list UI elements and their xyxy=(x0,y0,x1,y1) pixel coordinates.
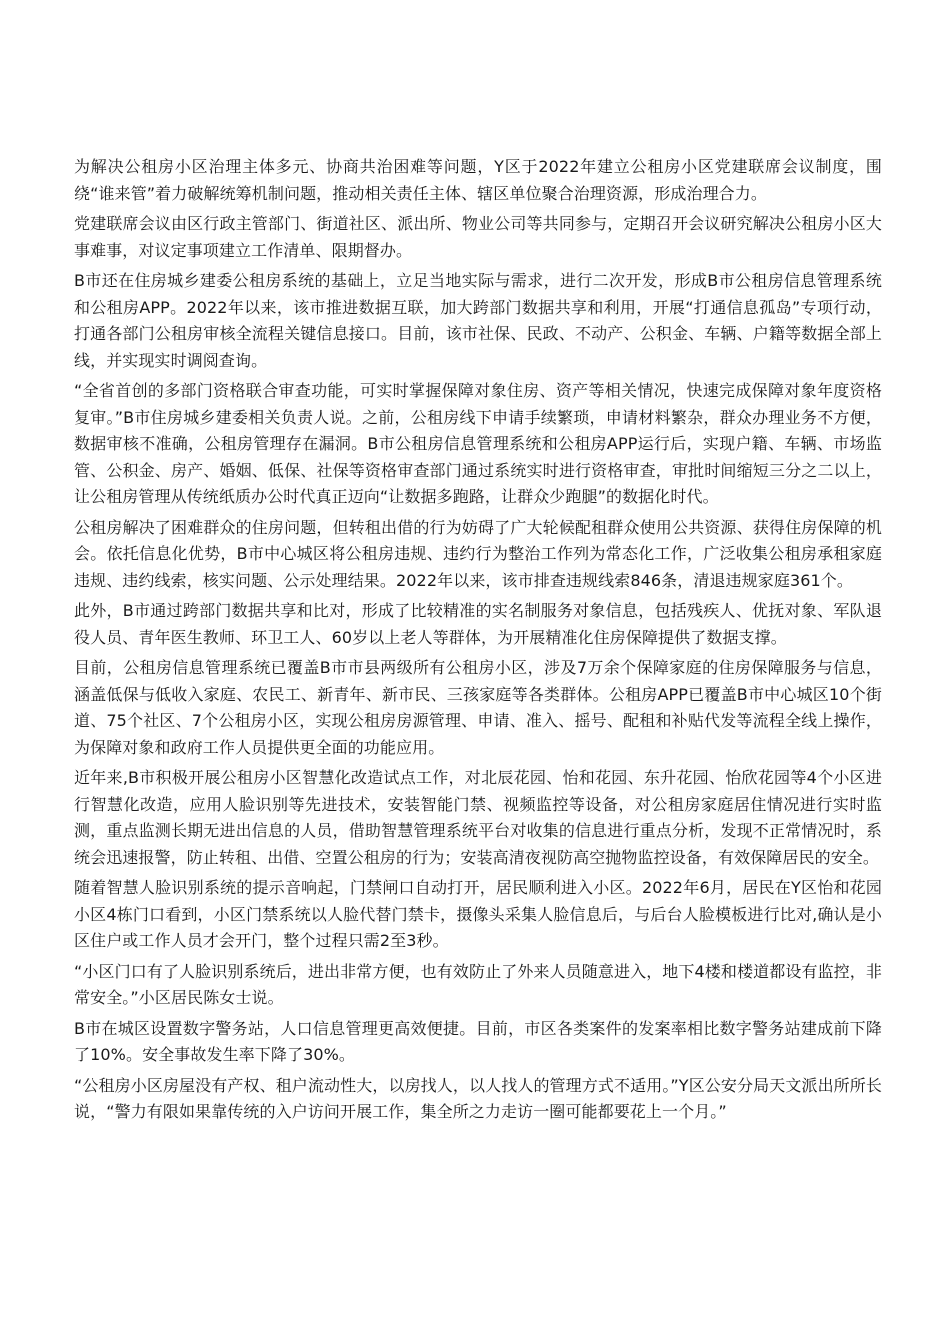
paragraph-9: 随着智慧人脸识别系统的提示音响起，门禁闸口自动打开，居民顺利进入小区。2022年6月，居民在Y区怡和花园小区4栋门口看到，小区门禁系统以人脸代替门禁卡，摄像头采集人脸信息后，与后台人脸模板进行比对,确认是小区住户或工作人员才会开门，整个过程只需2至3秒。 xyxy=(74,878,882,950)
paragraph-1: 为解决公租房小区治理主体多元、协商共治困难等问题，Y区于2022年建立公租房小区党建联席会议制度，围绕“谁来管”着力破解统筹机制问题，推动相关责任主体、辖区单位聚合治理资源，形成治理合力。 xyxy=(74,157,882,203)
paragraph-11: B市在城区设置数字警务站，人口信息管理更高效便捷。目前，市区各类案件的发案率相比数字警务站建成前下降了10%。安全事故发生率下降了30%。 xyxy=(74,1018,882,1064)
paragraph-12: “公租房小区房屋没有产权、租户流动性大，以房找人，以人找人的管理方式不适用。”Y区公安分局天文派出所所长说，“警力有限如果靠传统的入户访问开展工作，集全所之力走访一圈可能都要花上一个月。” xyxy=(74,1075,882,1121)
paragraph-7: 目前，公租房信息管理系统已覆盖B市市县两级所有公租房小区，涉及7万余个保障家庭的住房保障服务与信息，涵盖低保与低收入家庭、农民工、新青年、新市民、三孩家庭等各类群体。公租房APP已覆盖B市中心城区10个街道、75个社区、7个公租房小区，实现公租房房源管理、申请、准入、摇号、配租和补贴代发等流程全线上操作，为保障对象和政府工作人员提供更全面的功能应用。 xyxy=(74,658,882,757)
document-body xyxy=(74,154,882,1130)
paragraph-4: “全省首创的多部门资格联合审查功能，可实时掌握保障对象住房、资产等相关情况，快速完成保障对象年度资格复审。”B市住房城乡建委相关负责人说。之前，公租房线下申请手续繁琐，申请材料繁杂，群众办理业务不方便，数据审核不准确，公租房管理存在漏洞。B市公租房信息管理系统和公租房APP运行后，实现户籍、车辆、市场监管、公积金、房产、婚姻、低保、社保等资格审查部门通过系统实时进行资格审查，审批时间缩短三分之二以上，让公租房管理从传统纸质办公时代真正迈向“让数据多跑路，让群众少跑腿”的数据化时代。 xyxy=(74,381,882,506)
paragraph-5: 公租房解决了困难群众的住房问题，但转租出借的行为妨碍了广大轮候配租群众使用公共资源、获得住房保障的机会。依托信息化优势，B市中心城区将公租房违规、违约行为整治工作列为常态化工作，广泛收集公租房承租家庭违规、违约线索，核实问题、公示处理结果。2022年以来，该市排查违规线索846条，清退违规家庭361个。 xyxy=(74,517,882,590)
paragraph-2: 党建联席会议由区行政主管部门、街道社区、派出所、物业公司等共同参与，定期召开会议研究解决公租房小区大事难事，对议定事项建立工作清单、限期督办。 xyxy=(74,214,882,260)
paragraph-3: B市还在住房城乡建委公租房系统的基础上，立足当地实际与需求，进行二次开发，形成B市公租房信息管理系统和公租房APP。2022年以来，该市推进数据互联，加大跨部门数据共享和利用，开展“打通信息孤岛”专项行动，打通各部门公租房审核全流程关键信息接口。目前，该市社保、民政、不动产、公积金、车辆、户籍等数据全部上线，并实现实时调阅查询。 xyxy=(74,271,882,370)
paragraph-8: 近年来,B市积极开展公租房小区智慧化改造试点工作，对北辰花园、怡和花园、东升花园、怡欣花园等4个小区进行智慧化改造，应用人脸识别等先进技术，安装智能门禁、视频监控等设备，对公租房家庭居住情况进行实时监测，重点监测长期无进出信息的人员，借助智慧管理系统平台对收集的信息进行重点分析，发现不正常情况时，系统会迅速报警，防止转租、出借、空置公租房的行为；安装高清夜视防高空抛物监控设备，有效保障居民的安全。 xyxy=(74,768,882,867)
paragraph-10: “小区门口有了人脸识别系统后，进出非常方便，也有效防止了外来人员随意进入，地下4楼和楼道都设有监控，非常安全。”小区居民陈女士说。 xyxy=(74,961,882,1007)
paragraph-6: 此外，B市通过跨部门数据共享和比对，形成了比较精准的实名制服务对象信息，包括残疾人、优抚对象、军队退役人员、青年医生教师、环卫工人、60岁以上老人等群体，为开展精准化住房保障提供了数据支撑。 xyxy=(74,601,882,647)
